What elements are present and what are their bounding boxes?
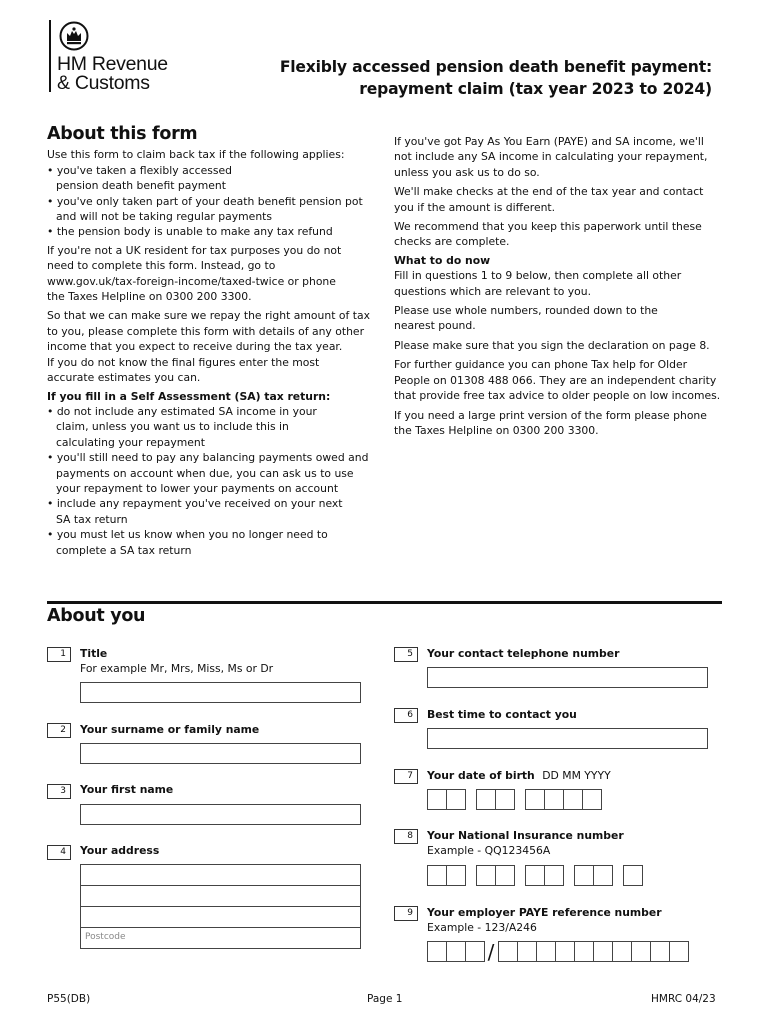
list-item: • you've only taken part of your death benefit pension pot and will not be taking regular payments [47, 194, 377, 225]
sa-list [47, 404, 377, 558]
char-box[interactable] [631, 941, 651, 962]
list-item: • include any repayment you've received on your next SA tax return [47, 496, 347, 527]
char-box[interactable] [476, 865, 496, 886]
form-version: HMRC 04/23 [651, 993, 716, 1005]
about-form-left-column [47, 124, 377, 558]
char-box[interactable] [525, 865, 545, 886]
non-resident-text: If you're not a UK resident for tax purposes you do not need to complete this form. Instead, go to www.gov.uk/tax-foreign-income/taxed-twice or phone the Taxes Helpline on 0300 200 3300. [47, 243, 342, 304]
question-number-1: 1 [47, 647, 71, 662]
char-box[interactable] [544, 865, 564, 886]
address-input-group [80, 864, 361, 949]
conditions-list [47, 163, 377, 240]
digit-box[interactable] [582, 789, 602, 810]
date-of-birth-input [427, 789, 601, 810]
char-box[interactable] [574, 865, 594, 886]
q1-hint: For example Mr, Mrs, Miss, Ms or Dr [80, 662, 274, 676]
intro-text: Use this form to claim back tax if the following applies: [47, 148, 345, 162]
ni-number-input [427, 865, 642, 886]
org-name [57, 55, 168, 93]
char-box[interactable] [650, 941, 670, 962]
char-box[interactable] [536, 941, 556, 962]
address-line-3-input[interactable] [81, 907, 360, 928]
estimate-text: If you do not know the final figures enter the most accurate estimates you can. [47, 355, 320, 385]
char-box[interactable] [427, 865, 447, 886]
q6-label: Best time to contact you [427, 708, 577, 721]
address-line-2-input[interactable] [81, 886, 360, 907]
char-box[interactable] [517, 941, 537, 962]
keep-paperwork-text: We recommend that you keep this paperwork until these checks are complete. [394, 220, 702, 249]
digit-box[interactable] [495, 789, 515, 810]
section-divider [47, 601, 722, 604]
q7-hint: DD MM YYYY [542, 769, 611, 782]
question-number-3: 3 [47, 784, 71, 799]
large-print-text: If you need a large print version of the form please phone the Taxes Helpline on 0300 200 3300. [394, 408, 707, 437]
declaration-text: Please make sure that you sign the declaration on page 8. [394, 338, 710, 352]
title-input[interactable] [80, 682, 361, 703]
question-number-9: 9 [394, 906, 418, 921]
char-box[interactable] [446, 865, 466, 886]
reference-separator: / [487, 940, 495, 964]
q3-label: Your first name [80, 783, 174, 796]
q8-label-group [427, 828, 624, 859]
checks-text: We'll make checks at the end of the tax year and contact you if the amount is different. [394, 185, 704, 214]
todo-heading: What to do now [394, 253, 491, 267]
char-box[interactable] [612, 941, 632, 962]
char-box[interactable] [498, 941, 518, 962]
address-line-1-input[interactable] [81, 865, 360, 886]
char-box[interactable] [669, 941, 689, 962]
form-title-line-1: Flexibly accessed pension death benefit payment: [279, 58, 712, 76]
q1-label-group [80, 646, 273, 677]
todo-text: Fill in questions 1 to 9 below, then complete all other questions which are relevant to you. [394, 269, 682, 298]
question-number-7: 7 [394, 769, 418, 784]
digit-box[interactable] [525, 789, 545, 810]
about-you-heading: About you [47, 606, 146, 626]
char-box[interactable] [593, 941, 613, 962]
q9-label: Your employer PAYE reference number [427, 906, 662, 919]
paye-text: If you've got Pay As You Earn (PAYE) and SA income, we'll not include any SA income in calculating your repayment, unless you ask us to do so. [394, 135, 708, 179]
question-number-6: 6 [394, 708, 418, 723]
q9-label-group [427, 905, 662, 936]
q4-label: Your address [80, 844, 160, 857]
q8-hint: Example - QQ123456A [427, 844, 551, 858]
org-line-1: HM Revenue [57, 53, 168, 75]
surname-input[interactable] [80, 743, 361, 764]
char-box[interactable] [555, 941, 575, 962]
q9-hint: Example - 123/A246 [427, 921, 537, 935]
about-form-right-column [394, 134, 724, 440]
org-line-2: & Customs [57, 72, 150, 94]
best-time-input[interactable] [427, 728, 708, 749]
whole-numbers-text: Please use whole numbers, rounded down to the nearest pound. [394, 304, 658, 333]
q2-label: Your surname or family name [80, 723, 260, 736]
char-box[interactable] [593, 865, 613, 886]
char-box[interactable] [446, 941, 466, 962]
digit-box[interactable] [427, 789, 447, 810]
logo-divider [49, 20, 51, 92]
question-number-2: 2 [47, 723, 71, 738]
form-title-line-2: repayment claim (tax year 2023 to 2024) [359, 80, 712, 98]
form-title [250, 56, 712, 100]
digit-box[interactable] [446, 789, 466, 810]
list-item: • you must let us know when you no longer need to complete a SA tax return [47, 527, 337, 558]
digit-box[interactable] [476, 789, 496, 810]
q8-label: Your National Insurance number [427, 829, 624, 842]
question-number-4: 4 [47, 845, 71, 860]
digit-box[interactable] [563, 789, 583, 810]
list-item: • do not include any estimated SA income in your claim, unless you want us to include this in calculating your repayment [47, 404, 347, 450]
list-item: • the pension body is unable to make any tax refund [47, 224, 377, 239]
char-box[interactable] [495, 865, 515, 886]
question-number-8: 8 [394, 829, 418, 844]
list-item: • you'll still need to pay any balancing payments owed and payments on account when due, you can ask us to use your repayment to lower your payments on account [47, 450, 377, 496]
form-code: P55(DB) [47, 993, 91, 1005]
char-box[interactable] [427, 941, 447, 962]
postcode-input[interactable] [81, 928, 360, 949]
char-box[interactable] [574, 941, 594, 962]
list-item: • you've taken a flexibly accessed pension death benefit payment [47, 163, 277, 194]
repay-text: So that we can make sure we repay the right amount of tax to you, please complete this form with details of any other income that you expect to receive during the tax year. [47, 309, 370, 354]
q1-label: Title [80, 647, 108, 660]
q7-label-group [427, 768, 611, 783]
q5-label: Your contact telephone number [427, 647, 620, 660]
paye-reference-input [427, 941, 688, 963]
digit-box[interactable] [544, 789, 564, 810]
page-number: Page 1 [367, 993, 403, 1005]
postcode-label: Postcode [85, 932, 126, 942]
crown-crest-icon [59, 20, 89, 52]
about-form-heading: About this form [47, 124, 198, 144]
question-number-5: 5 [394, 647, 418, 662]
char-box[interactable] [465, 941, 485, 962]
q7-label: Your date of birth [427, 769, 535, 782]
char-box[interactable] [623, 865, 643, 886]
guidance-text: For further guidance you can phone Tax help for Older People on 01308 488 066. They are an independent charity that provide free tax advice to older people on low incomes. [394, 358, 721, 403]
sa-heading: If you fill in a Self Assessment (SA) tax return: [47, 389, 331, 403]
first-name-input[interactable] [80, 804, 361, 825]
telephone-input[interactable] [427, 667, 708, 688]
